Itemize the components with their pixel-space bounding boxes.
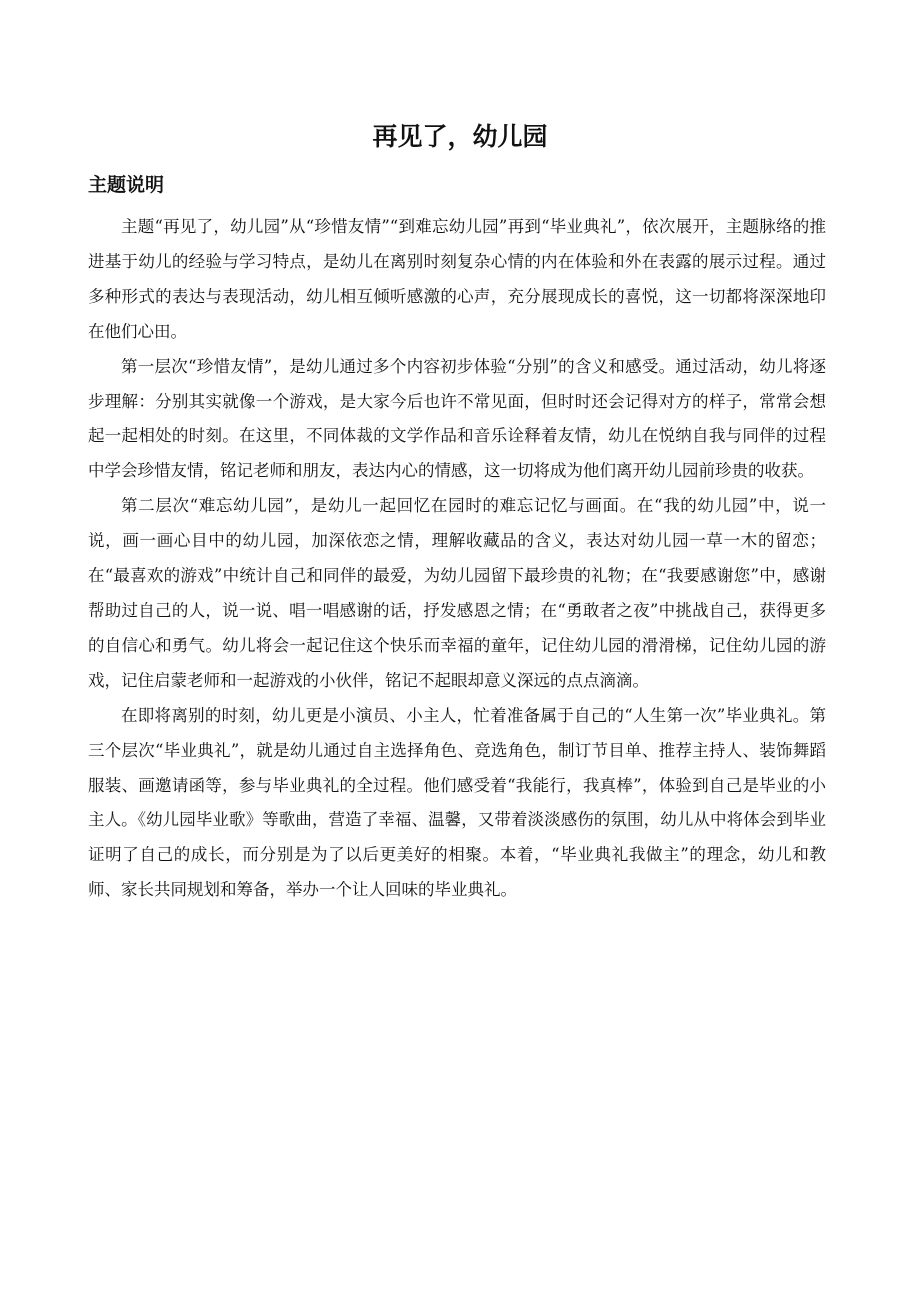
paragraph-level-three: 在即将离别的时刻，幼儿更是小演员、小主人，忙着准备属于自己的“人生第一次”毕业典礼。第三个层次“毕业典礼”，就是幼儿通过自主选择角色、竞选角色，制订节目单、推荐主持人、装饰舞蹈服装、画邀请函等，参与毕业典礼的全过程。他们感受着“我能行，我真棒”，体验到自己是毕业的小主人。《幼儿园毕业歌》等歌曲，营造了幸福、温馨，又带着淡淡感伤的氛围，幼儿从中将体会到毕业证明了自己的成长，而分别是为了以后更美好的相聚。本着，“毕业典礼我做主”的理念，幼儿和教师、家长共同规划和筹备，举办一个让人回味的毕业典礼。	[88, 705, 826, 900]
section-heading: 主题说明	[88, 174, 165, 196]
page-title: 再见了，幼儿园	[372, 122, 548, 151]
paragraph-intro: 主题“再见了，幼儿园”从“珍惜友情”“到难忘幼儿园”再到“毕业典礼”，依次展开，主题脉络的推进基于幼儿的经验与学习特点，是幼儿在离别时刻复杂心情的内在体验和外在表露的展示过程。通过多种形式的表达与表现活动，幼儿相互倾听感激的心声，充分展现成长的喜悦，这一切都将深深地印在他们心田。	[88, 217, 826, 341]
body-text	[88, 210, 826, 908]
paragraph-level-one: 第一层次“珍惜友情”，是幼儿通过多个内容初步体验“分别”的含义和感受。通过活动，幼儿将逐步理解：分别其实就像一个游戏，是大家今后也许不常见面，但时时还会记得对方的样子，常常会想起一起相处的时刻。在这里，不同体裁的文学作品和音乐诠释着友情，幼儿在悦纳自我与同伴的过程中学会珍惜友情，铭记老师和朋友，表达内心的情感，这一切将成为他们离开幼儿园前珍贵的收获。	[88, 356, 826, 481]
paragraph-level-two: 第二层次“难忘幼儿园”，是幼儿一起回忆在园时的难忘记忆与画面。在“我的幼儿园”中，说一说，画一画心目中的幼儿园，加深依恋之情，理解收藏品的含义，表达对幼儿园一草一木的留恋；在“最喜欢的游戏”中统计自己和同伴的最爱，为幼儿园留下最珍贵的礼物；在“我要感谢您”中，感谢帮助过自己的人，说一说、唱一唱感谢的话，抒发感恩之情；在“勇敢者之夜”中挑战自己，获得更多的自信心和勇气。幼儿将会一起记住这个快乐而幸福的童年，记住幼儿园的滑滑梯，记住幼儿园的游戏，记住启蒙老师和一起游戏的小伙伴，铭记不起眼却意义深远的点点滴滴。	[88, 496, 826, 690]
